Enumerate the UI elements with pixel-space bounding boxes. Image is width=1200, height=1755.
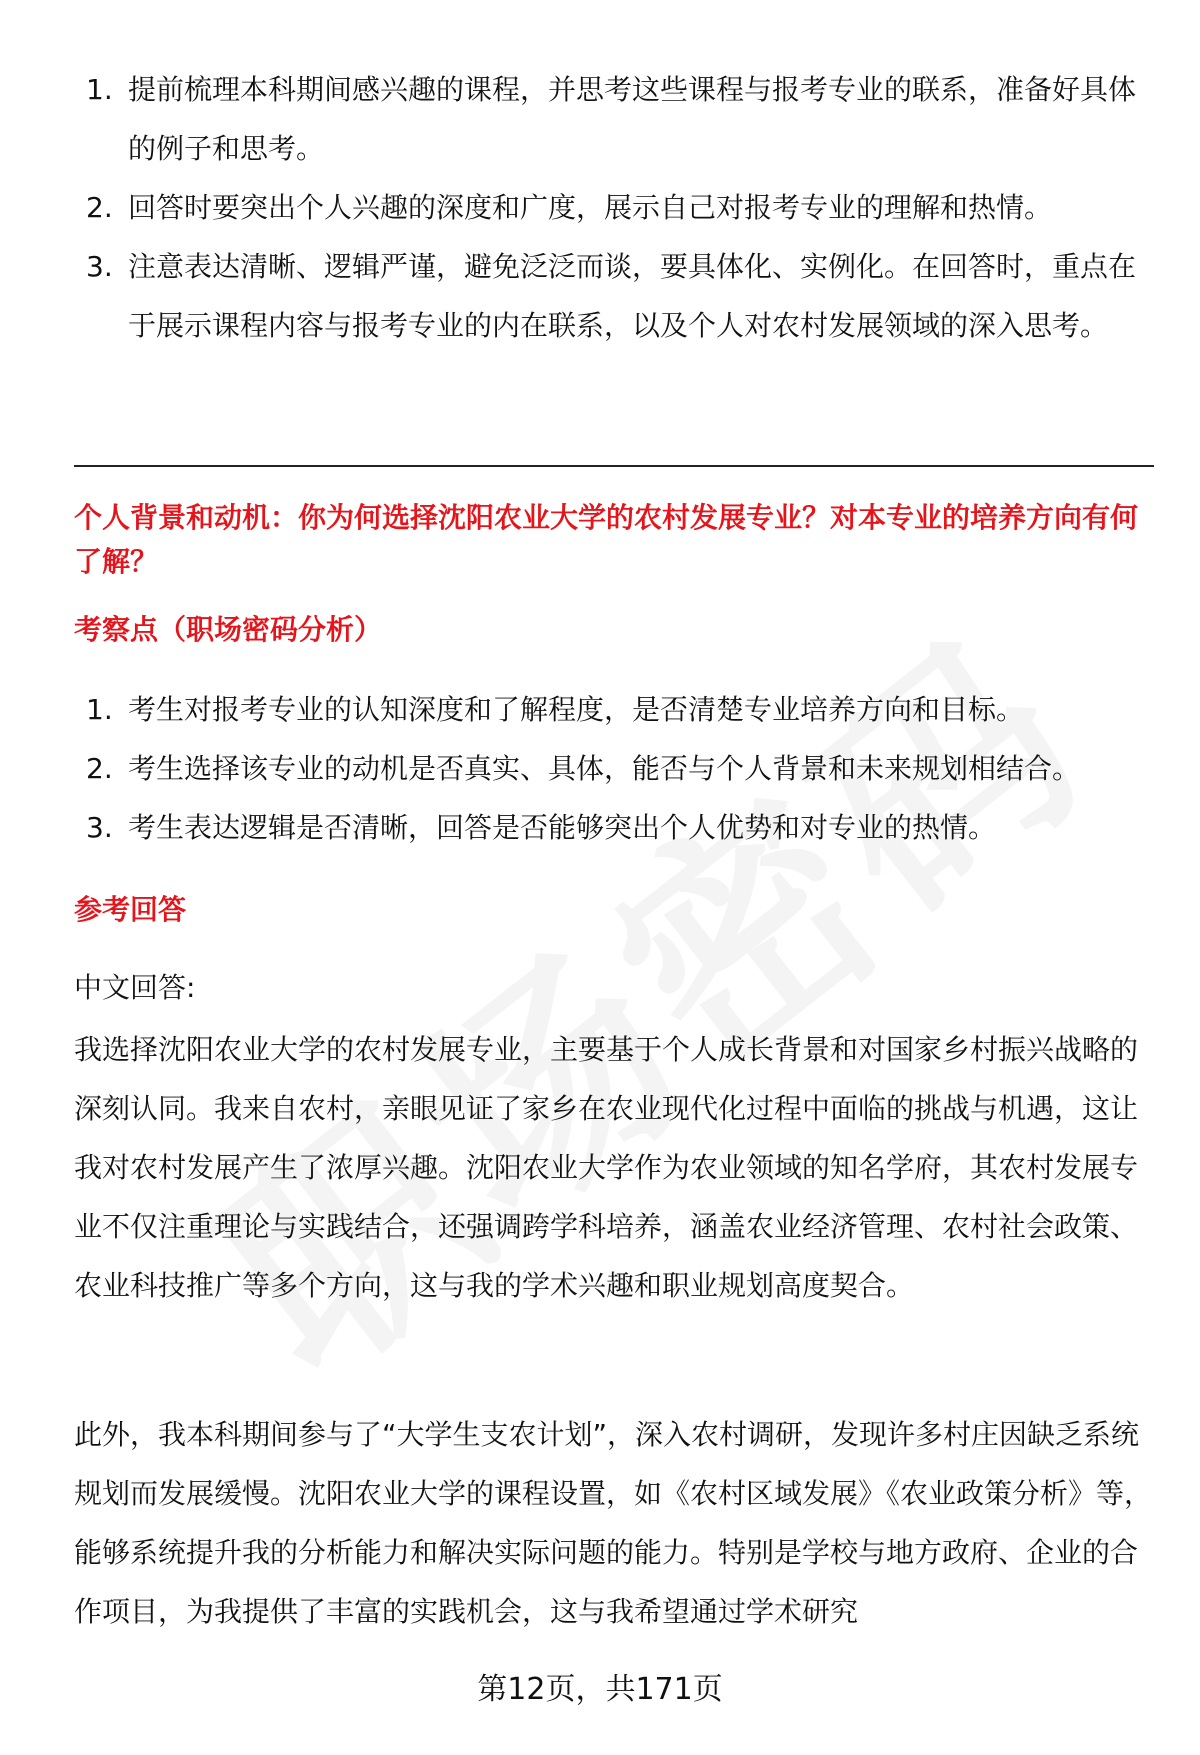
section-divider xyxy=(74,465,1154,467)
list-item-text: 考生对报考专业的认知深度和了解程度，是否清楚专业培养方向和目标。 xyxy=(128,693,1025,726)
list-item-text: 提前梳理本科期间感兴趣的课程，并思考这些课程与报考专业的联系，准备好具体的例子和思考。 xyxy=(128,73,1137,165)
list-item-text: 回答时要突出个人兴趣的深度和广度，展示自己对报考专业的理解和热情。 xyxy=(128,191,1053,224)
list-item-text: 考生表达逻辑是否清晰，回答是否能够突出个人优势和对专业的热情。 xyxy=(128,811,997,844)
intro-list xyxy=(74,60,1154,355)
list-item-number: 3. xyxy=(86,250,113,283)
list-item-number: 1. xyxy=(86,73,113,106)
answer-paragraph: 此外，我本科期间参与了“大学生支农计划”，深入农村调研，发现许多村庄因缺乏系统规划而发展缓慢。沈阳农业大学的课程设置，如《农村区域发展》《农业政策分析》等，能够系统提升我的分析能力和解决实际问题的能力。特别是学校与地方政府、企业的合作项目，为我提供了丰富的实践机会，这与我希望通过学术研究 xyxy=(74,1418,1153,1628)
list-item xyxy=(74,237,1154,355)
list-item-number: 2. xyxy=(86,191,113,224)
list-item xyxy=(74,178,1154,237)
question-title: 个人背景和动机：你为何选择沈阳农业大学的农村发展专业？对本专业的培养方向有何了解？ xyxy=(74,501,1139,578)
list-item xyxy=(74,680,1154,739)
answer-heading: 参考回答 xyxy=(74,893,187,926)
answer-label: 中文回答: xyxy=(74,971,196,1004)
points-list xyxy=(74,680,1154,857)
list-item xyxy=(74,60,1154,178)
points-heading: 考察点（职场密码分析） xyxy=(74,613,383,646)
page-footer: 第12页，共171页 xyxy=(477,1672,723,1707)
list-item-number: 1. xyxy=(86,693,113,726)
list-item-text: 注意表达清晰、逻辑严谨，避免泛泛而谈，要具体化、实例化。在回答时，重点在于展示课程内容与报考专业的内在联系，以及个人对农村发展领域的深入思考。 xyxy=(128,250,1137,342)
list-item-number: 3. xyxy=(86,811,113,844)
list-item-number: 2. xyxy=(86,752,113,785)
answer-paragraph: 我选择沈阳农业大学的农村发展专业，主要基于个人成长背景和对国家乡村振兴战略的深刻认同。我来自农村，亲眼见证了家乡在农业现代化过程中面临的挑战与机遇，这让我对农村发展产生了浓厚兴趣。沈阳农业大学作为农业领域的知名学府，其农村发展专业不仅注重理论与实践结合，还强调跨学科培养，涵盖农业经济管理、农村社会政策、农业科技推广等多个方向，这与我的学术兴趣和职业规划高度契合。 xyxy=(74,1033,1139,1302)
list-item-text: 考生选择该专业的动机是否真实、具体，能否与个人背景和未来规划相结合。 xyxy=(128,752,1081,785)
list-item xyxy=(74,739,1154,798)
list-item xyxy=(74,798,1154,857)
